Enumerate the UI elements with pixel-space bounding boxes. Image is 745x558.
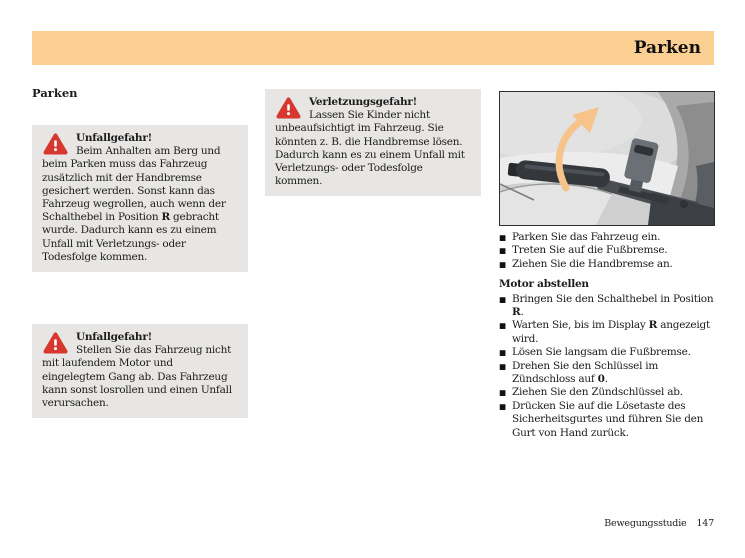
- warning-body: Beim Anhalten am Berg und beim Parken muss das Fahrzeug zusätzlich mit der Handbremse gesichert werden. Sonst kann das Fahrzeug wegrollen, auch wenn der Schalthebel in Position R gebracht wurde. Dadurch kann es zu einem Unfall mit Verletzungs- oder Todesfolge kommen.: [42, 145, 226, 263]
- motor-abstellen-heading: Motor abstellen: [499, 278, 589, 291]
- list-item: [499, 386, 719, 399]
- warning-triangle-icon: [43, 332, 68, 354]
- square-bullet-icon: ■: [499, 246, 506, 256]
- square-bullet-icon: ■: [499, 294, 506, 304]
- list-item: [499, 360, 719, 387]
- list-item-text: Treten Sie auf die Fußbremse.: [512, 244, 668, 257]
- warning-body: Lassen Sie Kinder nicht unbeaufsichtigt im Fahrzeug. Sie könnten z. B. die Handbremse lösen. Dadurch kann es zu einem Unfall mit Verletzungs- oder Todesfolge kommen.: [275, 109, 465, 188]
- square-bullet-icon: ■: [499, 348, 506, 358]
- warning-title: Verletzungsgefahr!: [309, 96, 418, 108]
- list-item-text: Drehen Sie den Schlüssel im Zündschloss auf 0.: [512, 359, 659, 386]
- warning-title: Unfallgefahr!: [76, 331, 152, 343]
- warning-box-accident-1: [32, 125, 248, 272]
- square-bullet-icon: ■: [499, 233, 506, 242]
- page-number: 147: [696, 518, 714, 529]
- list-item-text: Warten Sie, bis im Display R angezeigt wird.: [512, 319, 710, 345]
- list-item: [499, 231, 719, 244]
- handbrake-illustration: [500, 92, 714, 225]
- warning-box-accident-2: [32, 324, 248, 418]
- handbrake-figure: [499, 91, 715, 226]
- park-steps-list: [499, 231, 719, 271]
- list-item: [499, 258, 719, 271]
- list-item: [499, 400, 719, 440]
- warning-triangle-icon: [276, 97, 301, 119]
- list-item-text: Ziehen Sie die Handbremse an.: [512, 257, 673, 270]
- warning-triangle-icon: [43, 133, 68, 155]
- list-item-text: Parken Sie das Fahrzeug ein.: [512, 231, 661, 243]
- square-bullet-icon: ■: [499, 401, 506, 411]
- chapter-title: Parken: [633, 38, 701, 58]
- list-item-text: Ziehen Sie den Zündschlüssel ab.: [512, 386, 683, 399]
- square-bullet-icon: ■: [499, 321, 506, 331]
- list-item: [499, 319, 719, 346]
- list-item-text: Bringen Sie den Schalthebel in Position R.: [512, 292, 714, 319]
- warning-box-injury: [265, 89, 481, 196]
- footer-chapter-label: Bewegungsstudie: [604, 518, 687, 529]
- page-footer: [499, 518, 714, 529]
- list-item-text: Lösen Sie langsam die Fußbremse.: [512, 346, 691, 359]
- instructions-column: [499, 231, 719, 440]
- warning-title: Unfallgefahr!: [76, 132, 152, 144]
- section-heading: Parken: [32, 86, 78, 100]
- list-item: [499, 346, 719, 359]
- square-bullet-icon: ■: [499, 388, 506, 398]
- square-bullet-icon: ■: [499, 259, 506, 269]
- warning-body: Stellen Sie das Fahrzeug nicht mit laufendem Motor und eingelegtem Gang ab. Das Fahrzeug kann sonst losrollen und einen Unfall verursachen.: [42, 344, 232, 410]
- chapter-header-bar: [32, 31, 714, 65]
- list-item: [499, 293, 719, 320]
- motor-steps-list: [499, 293, 719, 440]
- list-item-text: Drücken Sie auf die Lösetaste des Sicherheitsgurtes und führen Sie den Gurt von Hand zurück.: [512, 399, 704, 439]
- list-item: [499, 244, 719, 257]
- square-bullet-icon: ■: [499, 361, 506, 371]
